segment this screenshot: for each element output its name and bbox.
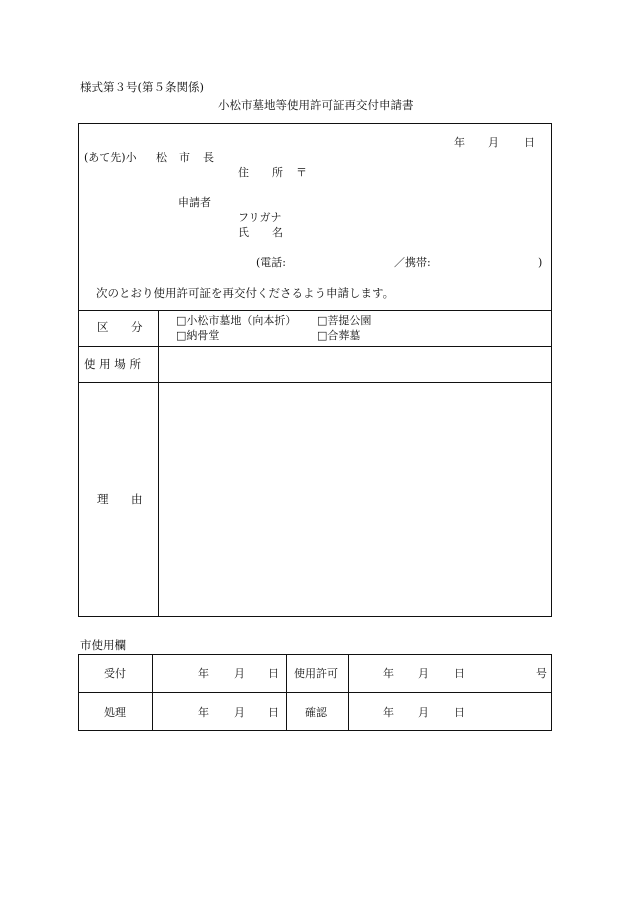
- location-label: 使 用 場 所: [84, 357, 141, 371]
- confirm-year: 年: [383, 706, 394, 719]
- reason-field[interactable]: [160, 384, 550, 615]
- address-label-2: 所: [272, 166, 283, 179]
- category-option-communal-grave[interactable]: □合葬墓: [317, 329, 361, 342]
- office-use-caption: 市使用欄: [80, 638, 126, 652]
- mobile-label: ／携帯:: [394, 256, 431, 269]
- addressee-mid: 松: [156, 151, 167, 164]
- address-label-1: 住: [238, 166, 249, 179]
- addressee-city: 市: [179, 151, 190, 164]
- addressee-prefix: (あて先)小: [84, 151, 137, 164]
- name-label-2: 名: [272, 226, 283, 239]
- category-label-1: 区: [97, 320, 109, 334]
- office-col-divider-1: [152, 655, 153, 730]
- furigana-label: フリガナ: [238, 211, 282, 224]
- category-option-ossuary[interactable]: □納骨堂: [176, 329, 220, 342]
- office-col-divider-3: [348, 655, 349, 730]
- date-year-label: 年: [454, 136, 465, 149]
- received-month: 月: [234, 667, 245, 680]
- location-field[interactable]: [160, 348, 550, 381]
- category-label-2: 分: [131, 320, 143, 334]
- addressee-head: 長: [203, 151, 214, 164]
- office-col-divider-2: [286, 655, 287, 730]
- permit-month: 月: [418, 667, 429, 680]
- date-day-label: 日: [524, 136, 535, 149]
- date-month-label: 月: [488, 136, 499, 149]
- office-row-divider: [79, 692, 551, 693]
- category-option-bodai-park[interactable]: □菩提公園: [317, 314, 372, 327]
- category-option-komatsu-cemetery[interactable]: □小松市墓地（向本折）: [176, 314, 297, 327]
- permit-number: 号: [536, 667, 547, 680]
- permit-day: 日: [454, 667, 465, 680]
- row-divider-reason: [78, 382, 552, 383]
- processed-month: 月: [234, 706, 245, 719]
- label-column-divider: [158, 310, 159, 616]
- application-statement: 次のとおり使用許可証を再交付くださるよう申請します。: [96, 286, 395, 300]
- applicant-label: 申請者: [178, 196, 211, 209]
- processed-label: 処理: [104, 706, 126, 719]
- received-year: 年: [198, 667, 209, 680]
- phone-label: (電話:: [256, 256, 286, 269]
- processed-day: 日: [268, 706, 279, 719]
- permit-label: 使用許可: [294, 667, 338, 680]
- office-use-table: [78, 654, 552, 731]
- form-number: 様式第３号(第５条関係): [80, 80, 204, 94]
- confirm-label: 確認: [305, 706, 327, 719]
- reason-label-1: 理: [97, 492, 109, 506]
- document-title: 小松市墓地等使用許可証再交付申請書: [218, 98, 414, 112]
- received-day: 日: [268, 667, 279, 680]
- processed-year: 年: [198, 706, 209, 719]
- confirm-month: 月: [418, 706, 429, 719]
- received-label: 受付: [104, 667, 126, 680]
- row-divider-category: [78, 310, 552, 311]
- permit-year: 年: [383, 667, 394, 680]
- name-label-1: 氏: [238, 226, 249, 239]
- confirm-day: 日: [454, 706, 465, 719]
- row-divider-location: [78, 346, 552, 347]
- reason-label-2: 由: [131, 492, 143, 506]
- phone-close: ): [538, 256, 543, 269]
- postal-mark: 〒: [296, 166, 307, 179]
